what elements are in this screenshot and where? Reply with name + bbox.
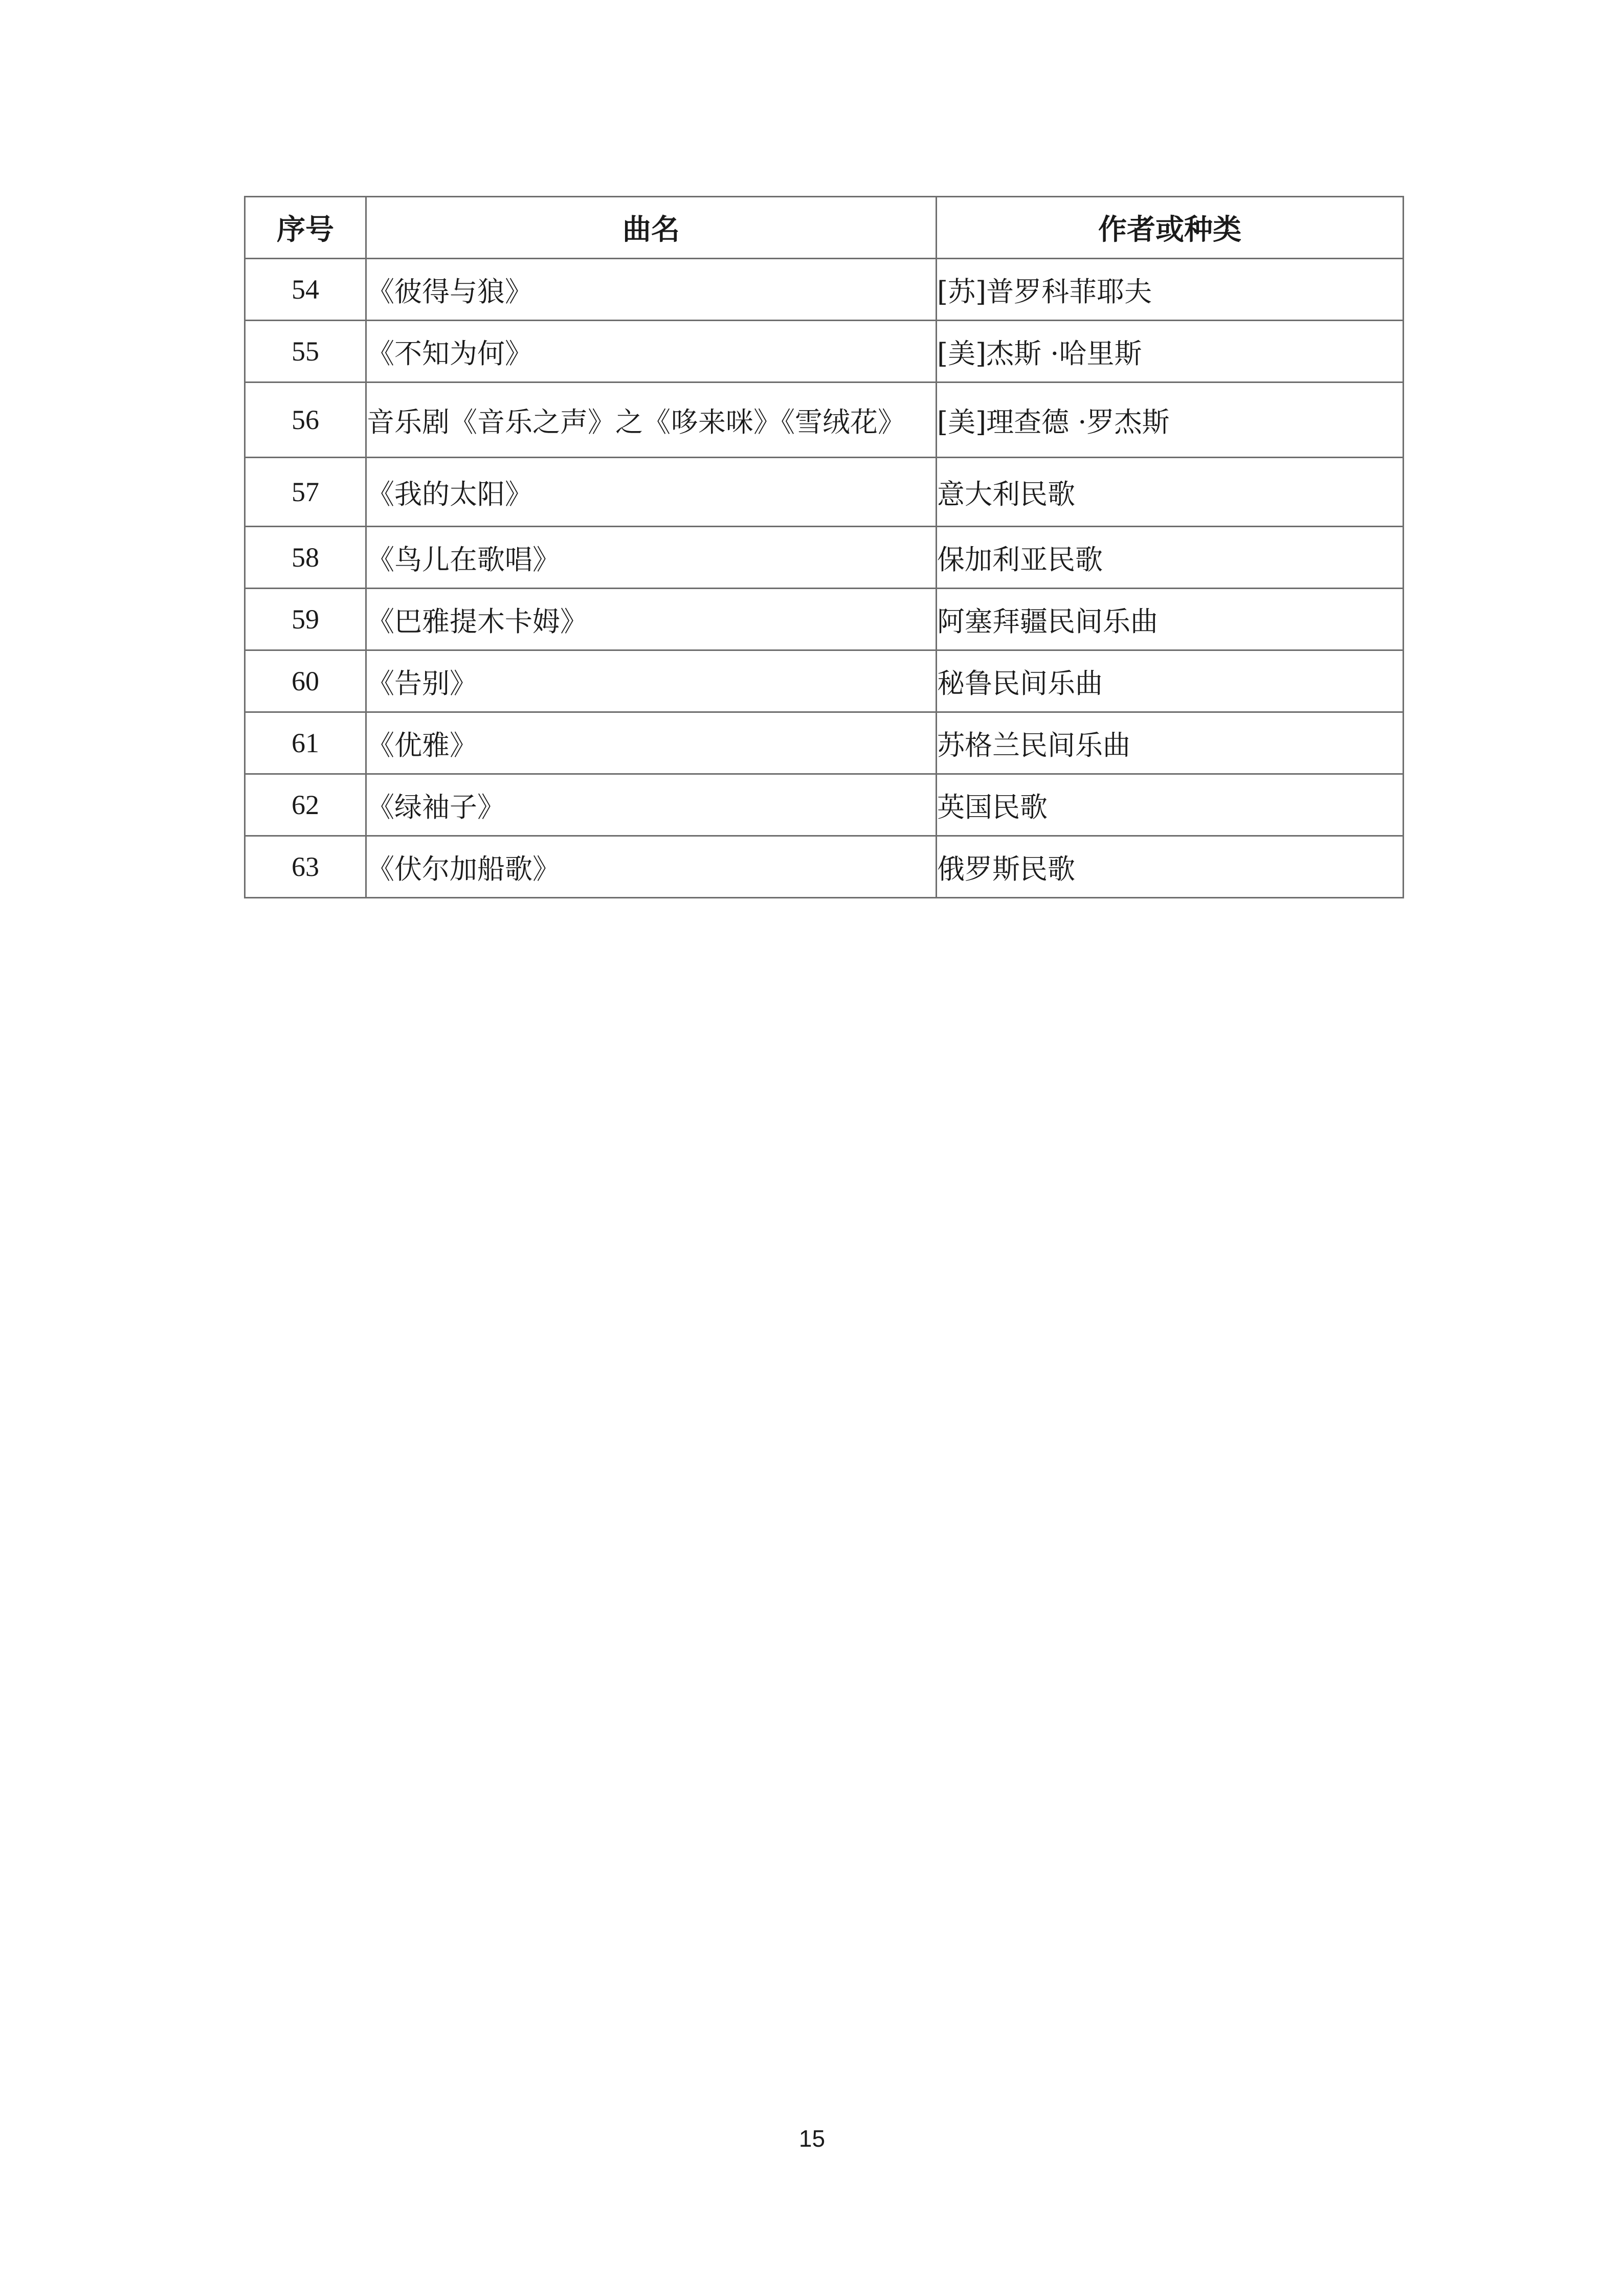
row-author: [美]理查德 ·罗杰斯	[937, 382, 1404, 458]
row-title: 《优雅》	[366, 712, 937, 774]
row-number: 57	[245, 458, 366, 527]
row-author: 英国民歌	[937, 774, 1404, 836]
row-number: 58	[245, 527, 366, 589]
row-author: [美]杰斯 ·哈里斯	[937, 321, 1404, 382]
row-number: 56	[245, 382, 366, 458]
song-list-table	[244, 196, 1404, 898]
row-author: 意大利民歌	[937, 458, 1404, 527]
row-title: 《巴雅提木卡姆》	[366, 589, 937, 650]
header-number: 序号	[245, 197, 366, 259]
row-title: 音乐剧《音乐之声》之《哆来咪》《雪绒花》	[366, 382, 937, 458]
table-row	[245, 259, 1404, 321]
row-author: 苏格兰民间乐曲	[937, 712, 1404, 774]
table-row	[245, 382, 1404, 458]
table-header-row	[245, 197, 1404, 259]
table-row	[245, 589, 1404, 650]
table-row	[245, 836, 1404, 898]
page-number: 15	[798, 2125, 826, 2152]
row-title: 《告别》	[366, 650, 937, 712]
row-number: 60	[245, 650, 366, 712]
row-number: 62	[245, 774, 366, 836]
row-title: 《绿袖子》	[366, 774, 937, 836]
table-row	[245, 527, 1404, 589]
row-author: 阿塞拜疆民间乐曲	[937, 589, 1404, 650]
row-title: 《伏尔加船歌》	[366, 836, 937, 898]
table-row	[245, 712, 1404, 774]
row-author: 保加利亚民歌	[937, 527, 1404, 589]
row-number: 59	[245, 589, 366, 650]
table-row	[245, 458, 1404, 527]
row-title: 《我的太阳》	[366, 458, 937, 527]
table-row	[245, 774, 1404, 836]
header-title: 曲名	[366, 197, 937, 259]
row-author: 俄罗斯民歌	[937, 836, 1404, 898]
row-title: 《鸟儿在歌唱》	[366, 527, 937, 589]
row-title: 《彼得与狼》	[366, 259, 937, 321]
table-row	[245, 321, 1404, 382]
row-number: 61	[245, 712, 366, 774]
row-number: 54	[245, 259, 366, 321]
row-number: 63	[245, 836, 366, 898]
row-title: 《不知为何》	[366, 321, 937, 382]
row-author: 秘鲁民间乐曲	[937, 650, 1404, 712]
row-author: [苏]普罗科菲耶夫	[937, 259, 1404, 321]
row-number: 55	[245, 321, 366, 382]
header-author: 作者或种类	[937, 197, 1404, 259]
table-row	[245, 650, 1404, 712]
